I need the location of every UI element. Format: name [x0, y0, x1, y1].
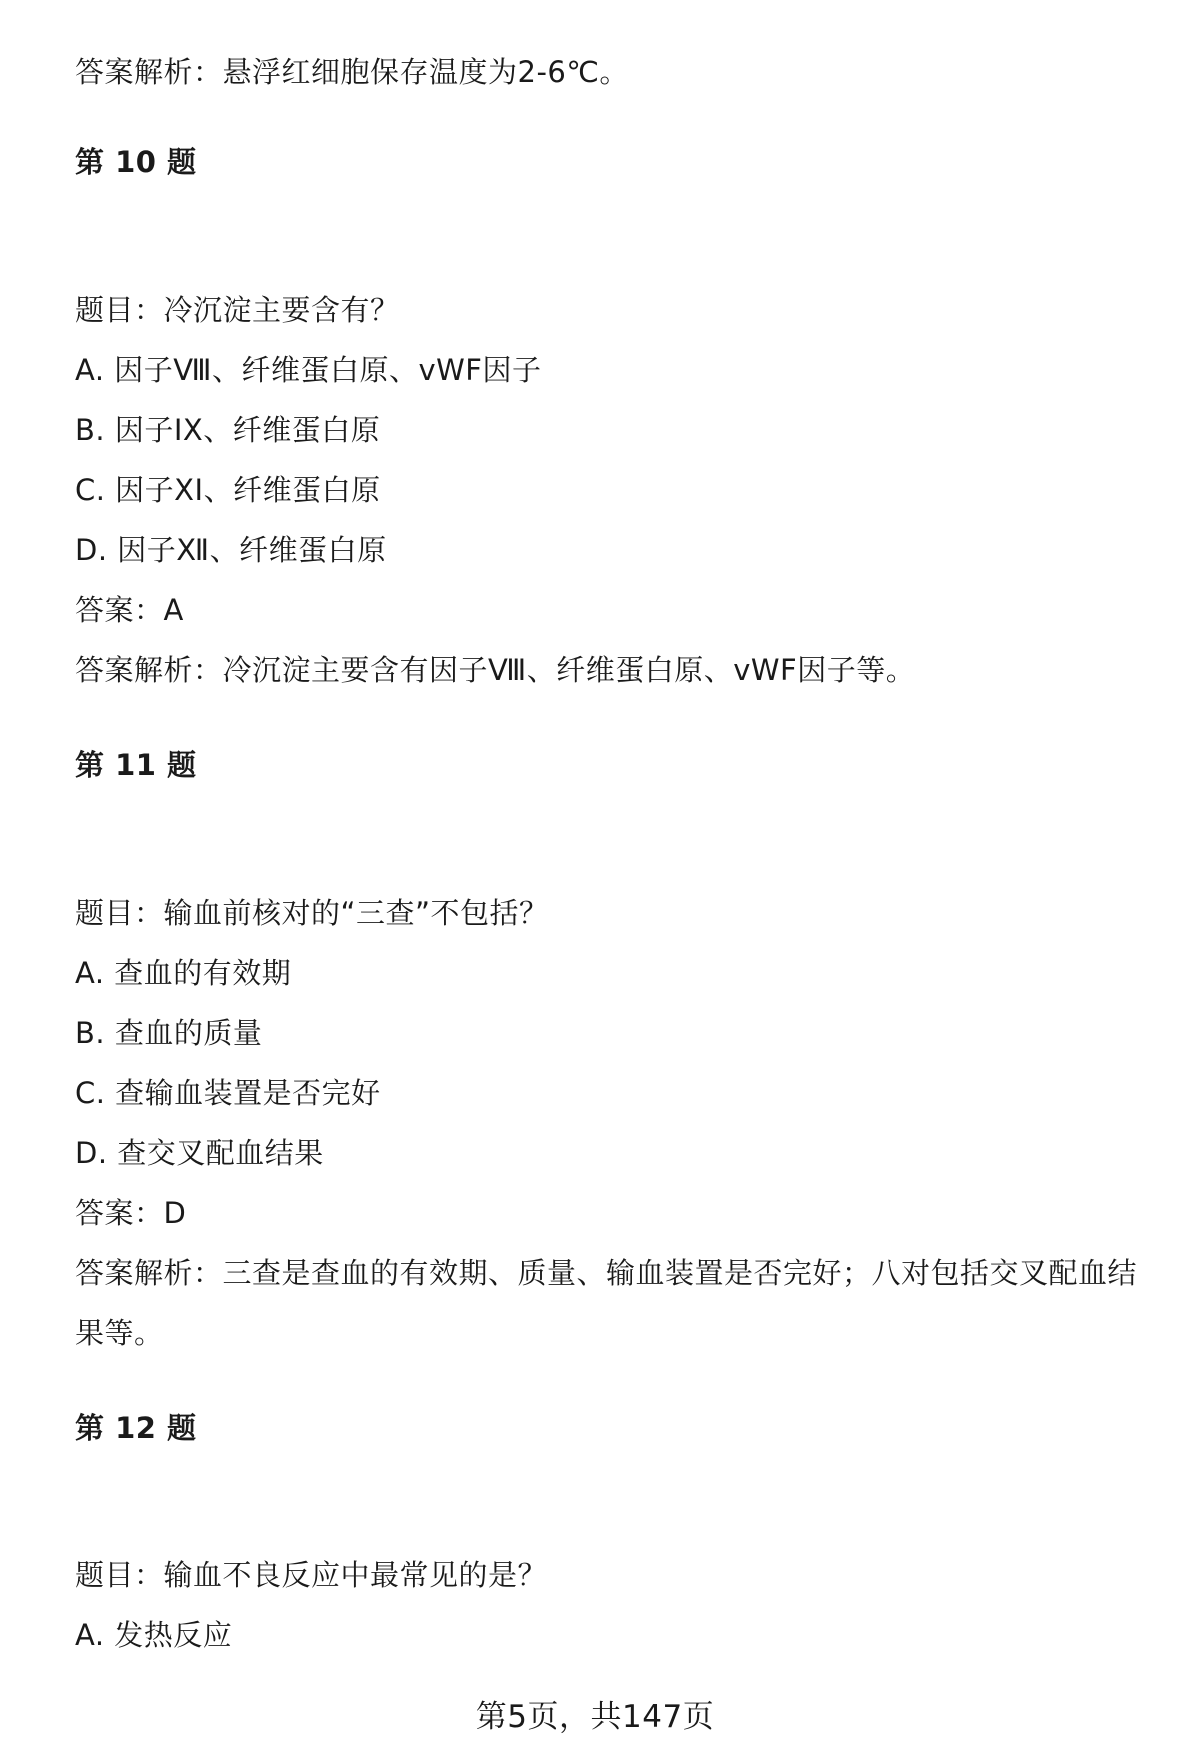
question-10-heading: 第 10 题	[75, 145, 197, 179]
question-10-option-a: A. 因子Ⅷ、纤维蛋白原、vWF因子	[75, 353, 542, 387]
question-10-option-c: C. 因子XI、纤维蛋白原	[75, 473, 381, 507]
question-11-answer: 答案：D	[75, 1196, 187, 1230]
question-11-option-b: B. 查血的质量	[75, 1016, 263, 1050]
question-11-option-c: C. 查输血装置是否完好	[75, 1076, 381, 1110]
question-10-option-b: B. 因子IX、纤维蛋白原	[75, 413, 381, 447]
question-12-text: 题目：输血不良反应中最常见的是？	[75, 1558, 548, 1592]
question-11-explanation-line-2: 果等。	[75, 1316, 164, 1350]
question-11-text: 题目：输血前核对的“三查”不包括？	[75, 896, 549, 930]
question-10-text: 题目：冷沉淀主要含有？	[75, 293, 400, 327]
question-11-heading: 第 11 题	[75, 748, 197, 782]
question-11-explanation-line-1: 答案解析：三查是查血的有效期、质量、输血装置是否完好；八对包括交叉配血结	[75, 1256, 1138, 1290]
question-10-explanation: 答案解析：冷沉淀主要含有因子Ⅷ、纤维蛋白原、vWF因子等。	[75, 653, 916, 687]
prev-question-explanation: 答案解析：悬浮红细胞保存温度为2-6℃。	[75, 55, 629, 89]
question-11-option-d: D. 查交叉配血结果	[75, 1136, 324, 1170]
question-12-option-a: A. 发热反应	[75, 1618, 233, 1652]
question-11-option-a: A. 查血的有效期	[75, 956, 292, 990]
question-12-heading: 第 12 题	[75, 1411, 197, 1445]
question-10-option-d: D. 因子Ⅻ、纤维蛋白原	[75, 533, 387, 567]
page-number-footer: 第5页，共147页	[475, 1699, 715, 1735]
question-10-answer: 答案：A	[75, 593, 184, 627]
